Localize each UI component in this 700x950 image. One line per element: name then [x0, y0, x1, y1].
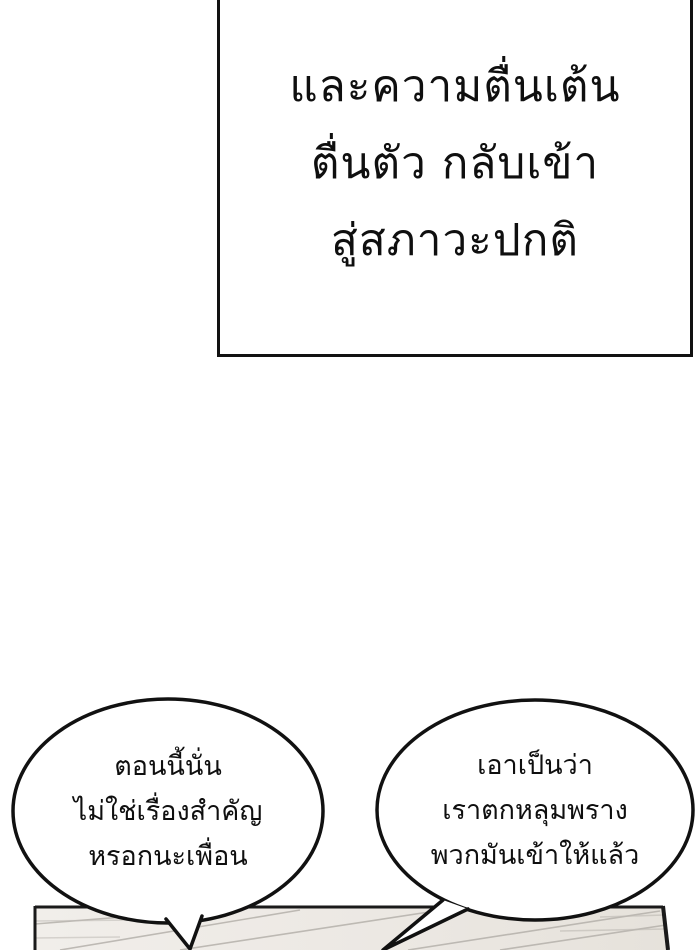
speech-bubble-left-text [13, 699, 323, 923]
bubble-line: ไม่ใช่เรื่องสำคัญ [73, 795, 263, 827]
narration-line: และความตื่นเต้น [289, 61, 621, 112]
bubble-line: เอาเป็นว่า [477, 749, 593, 781]
bubble-line: หรอกนะเพื่อน [88, 840, 248, 872]
bubble-line: เราตกหลุมพราง [442, 794, 628, 826]
narration-line: สู่สภาวะปกติ [331, 215, 579, 266]
bubble-line: พวกมันเข้าให้แล้ว [430, 839, 640, 871]
bubble-line: ตอนนี้นั่น [114, 750, 222, 782]
narration-box [217, 0, 693, 357]
narration-line: ตื่นตัว กลับเข้า [310, 138, 600, 189]
speech-bubble-right-text [377, 700, 693, 920]
